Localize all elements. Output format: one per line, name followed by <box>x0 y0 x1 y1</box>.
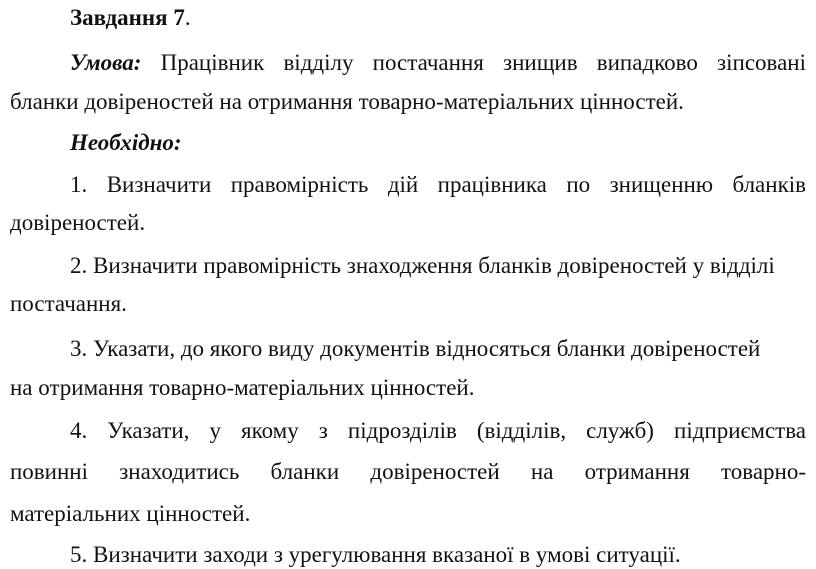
item-4-line-2: повинні знаходитись бланки довіреностей на отримання товарно- <box>10 459 806 484</box>
condition-paragraph-line-1 <box>70 51 806 74</box>
condition-text-line-1: Працівник відділу постачання знищив випадково зіпсовані <box>160 50 806 75</box>
item-1-line-2: довіреностей. <box>10 210 146 235</box>
task-heading <box>70 6 806 29</box>
item-1-line-1: 1. Визначити правомірність дій працівника по знищенню бланків <box>70 172 806 197</box>
task-title-word: Завдання <box>70 5 168 30</box>
item-2-line-2: постачання. <box>10 291 127 316</box>
task-title-number: 7 <box>173 5 185 30</box>
item-4-line-1: 4. Указати, у якому з підрозділів (відділів, служб) підприємства <box>70 418 806 443</box>
task-title-punct: . <box>184 5 191 30</box>
required-label-line <box>70 131 806 154</box>
item-3-line-1: 3. Указати, до якого виду документів відносяться бланки довіреностей <box>70 336 761 361</box>
condition-label: Умова: <box>70 50 142 75</box>
item-5-line-1: 5. Визначити заходи з урегулювання вказаної в умові ситуації. <box>70 542 681 567</box>
item-3-line-2: на отримання товарно-матеріальних цінностей. <box>10 375 475 400</box>
item-2-line-1: 2. Визначити правомірність знаходження бланків довіреностей у відділі <box>70 253 775 278</box>
condition-text-line-2: бланки довіреностей на отримання товарно-матеріальних цінностей. <box>10 89 684 114</box>
item-4-line-3: матеріальних цінностей. <box>10 501 251 526</box>
required-label: Необхідно: <box>70 130 182 155</box>
